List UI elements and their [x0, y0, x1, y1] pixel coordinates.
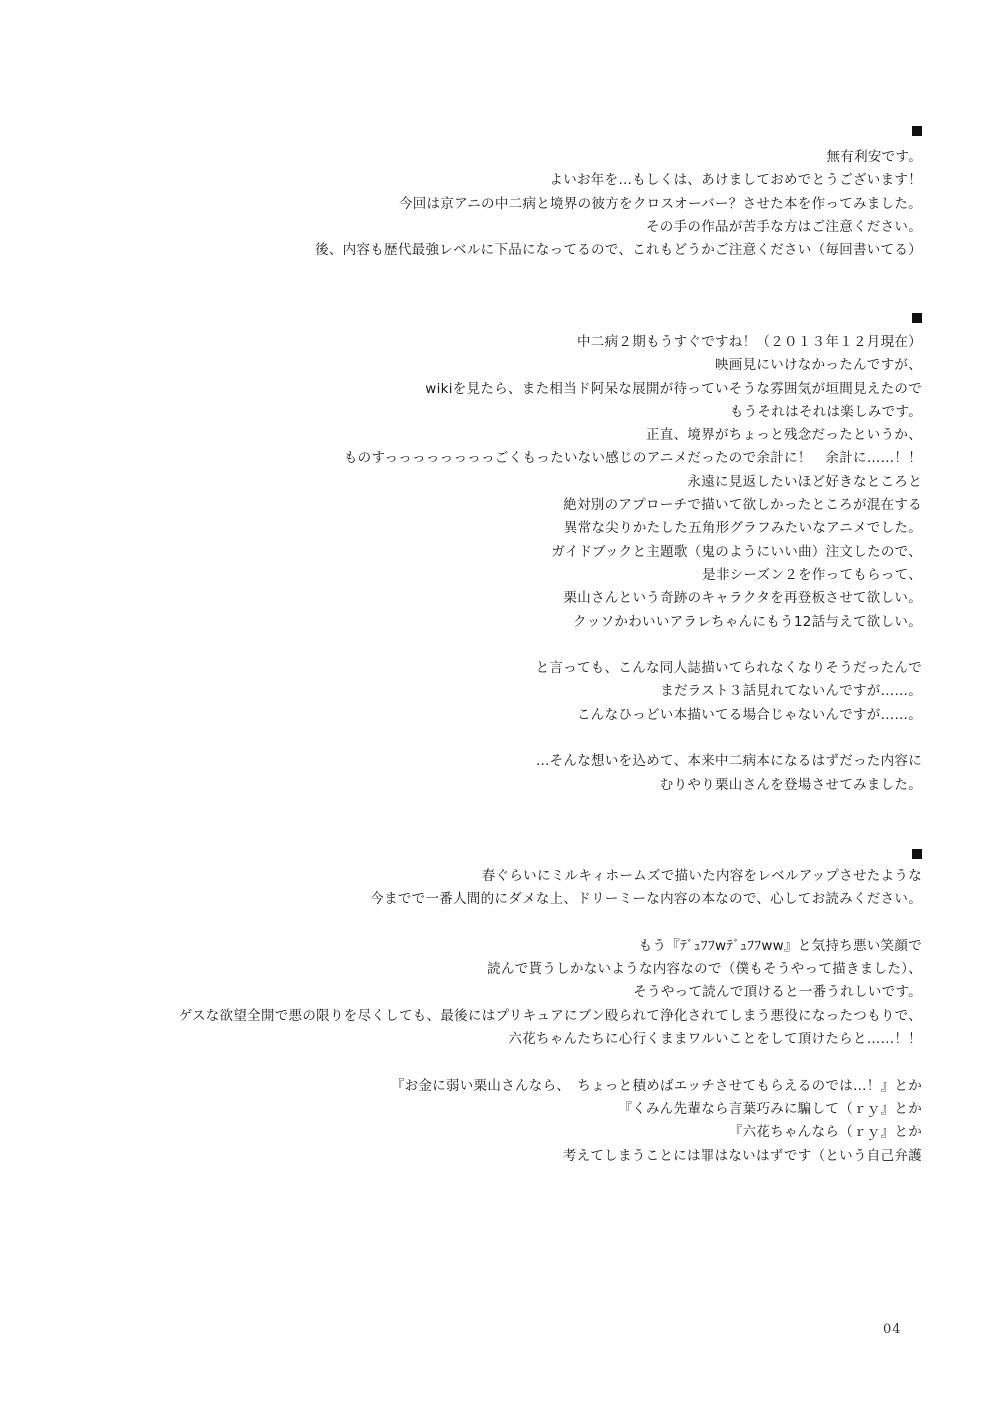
text-line: 六花ちゃんたちに心行くままワルいことをして頂けたらと……！！ — [508, 1031, 922, 1048]
blank-line — [62, 634, 922, 657]
text-line: ガイドブックと主題歌（鬼のようにいい曲）注文したので、 — [551, 543, 922, 560]
text-line: 考えてしまうことには罪はないはずです（という自己弁護 — [562, 1147, 922, 1164]
text-line: 今までで一番人間的にダメな上、ドリーミーな内容の本なので、心してお読みください。 — [370, 891, 922, 908]
text-line: 『六花ちゃんなら（ｒｙ』とか — [728, 1124, 922, 1141]
text-line: 後、内容も歴代最強レベルに下品になってるので、これもどうかご注意ください（毎回書いてる） — [315, 242, 922, 259]
text-line: もう『ﾃﾞｭﾌﾌwﾃﾞｭﾌﾌww』と気持ち悪い笑顔で — [638, 937, 922, 954]
blank-line — [62, 1051, 922, 1074]
text-line: こんなひっどい本描いてる場合じゃないんですが……。 — [577, 706, 922, 723]
text-line: 映画見にいけなかったんですが、 — [715, 357, 922, 374]
text-line: ゲスな欲望全開で悪の限りを尽くしても、最後にはプリキュアにブン殴られて浄化されてしまう悪役になったつもりで、 — [178, 1007, 922, 1024]
text-line: 『くみん先輩なら言葉巧みに騙して（ｒｙ』とか — [618, 1100, 922, 1117]
text-line: その手の作品が苦手な方はご注意ください。 — [646, 218, 922, 235]
text-line: クッソかわいいアラレちゃんにもう12話与えて欲しい。 — [573, 613, 922, 630]
blank-line — [62, 727, 922, 750]
text-line: 栗山さんという奇跡のキャラクタを再登板させて欲しい。 — [563, 590, 922, 607]
text-line: …そんな想いを込めて、本来中二病本になるはずだった内容に — [535, 753, 922, 770]
text-line: むりやり栗山さんを登場させてみました。 — [659, 776, 922, 793]
blank-line — [62, 912, 922, 935]
text-line: まだラスト３話見れてないんですが……。 — [660, 683, 922, 700]
text-line: 絶対別のアプローチで描いて欲しかったところが混在する — [563, 497, 922, 514]
text-line: 読んで貰うしかないような内容なので（僕もそうやって描きました）、 — [487, 961, 922, 978]
text-line: 是非シーズン２を作ってもらって、 — [702, 566, 922, 583]
text-line: 今回は京アニの中二病と境界の彼方をクロスオーバー？させた本を作ってみました。 — [398, 195, 922, 212]
text-line: 異常な尖りかたした五角形グラフみたいなアニメでした。 — [563, 520, 922, 537]
text-line: 中二病２期もうすぐですね！（２０１３年１２月現在） — [577, 334, 922, 350]
text-line: もうそれはそれは楽しみです。 — [729, 403, 922, 420]
text-line: そうやって読んで頂けると一番うれしいです。 — [633, 984, 922, 1001]
section-marker — [912, 849, 922, 859]
text-line: 『お金に弱い栗山さんなら、 ちょっと積めばエッチさせてもらえるのでは…！』とか — [390, 1077, 922, 1094]
section-marker — [912, 126, 922, 136]
text-line: wikiを見たら、また相当ド阿呆な展開が待っていそうな雰囲気が垣間見えたので — [425, 380, 922, 397]
text-line: 永遠に見返したいほど好きなところと — [687, 473, 922, 490]
section-text — [62, 331, 922, 797]
text-line: 正直、境界がちょっと残念だったというか、 — [646, 427, 922, 444]
text-line: ものすっっっっっっっっごくもったいない感じのアニメだったので余計に！ 余計に……！！ — [343, 450, 922, 467]
section-text — [62, 146, 922, 262]
text-line: 無有利安です。 — [826, 149, 922, 165]
section-text — [62, 865, 922, 1168]
text-line: 春ぐらいにミルキィホームズで描いた内容をレベルアップさせたような — [481, 868, 922, 884]
text-line: よいお年を…もしくは、あけましておめでとうございます！ — [549, 172, 922, 189]
page-number: 04 — [883, 1322, 902, 1337]
text-line: と言っても、こんな同人誌描いてられなくなりそうだったんで — [535, 660, 922, 677]
section-marker — [912, 313, 922, 323]
